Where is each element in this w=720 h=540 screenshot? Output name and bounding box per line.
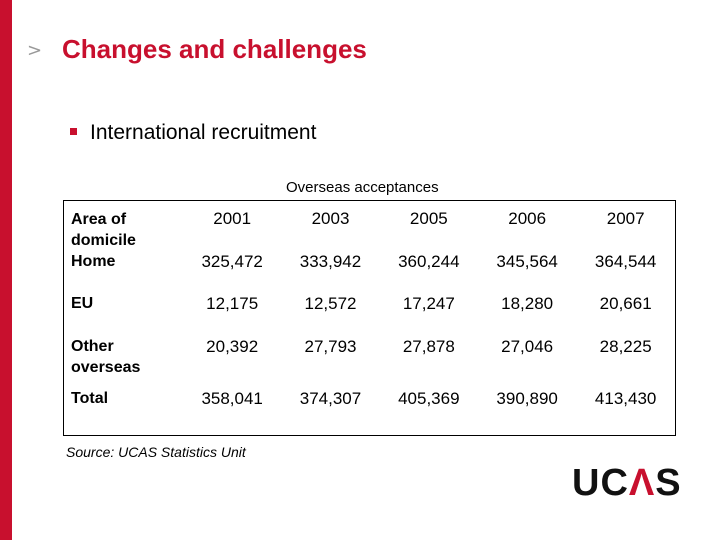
table-cell: 358,041 <box>201 389 263 408</box>
table-cell: 413,430 <box>594 389 657 408</box>
table-cell: 374,307 <box>299 389 362 408</box>
row-label: EU <box>71 295 94 312</box>
table-cell: 345,564 <box>496 252 558 271</box>
table-row <box>64 251 676 293</box>
area-of-domicile-header: Area of domicile <box>71 211 136 249</box>
source-note: Source: UCAS Statistics Unit <box>66 444 246 460</box>
year-header: 2001 <box>213 209 252 228</box>
table-cell: 20,661 <box>599 294 652 313</box>
table-cell: 28,225 <box>599 337 652 356</box>
table-cell: 12,175 <box>206 294 259 313</box>
table-row <box>64 293 676 336</box>
overseas-acceptances-table <box>63 200 676 436</box>
year-header: 2006 <box>508 209 547 228</box>
table-header-row <box>64 201 676 252</box>
logo-text-right: S <box>655 462 682 504</box>
year-header: 2003 <box>311 209 350 228</box>
table-caption: Overseas acceptances <box>286 179 439 196</box>
chevron-icon: > <box>27 40 43 61</box>
table-cell: 18,280 <box>501 294 554 313</box>
table-row <box>64 388 676 435</box>
table-cell: 405,369 <box>398 389 460 408</box>
table-cell: 17,247 <box>402 294 455 313</box>
year-header: 2005 <box>409 209 448 228</box>
table-cell: 390,890 <box>496 389 558 408</box>
table-cell: 12,572 <box>304 294 357 313</box>
table-cell: 27,878 <box>402 337 455 356</box>
logo-text-mid: Λ <box>628 462 656 504</box>
square-bullet-icon <box>70 128 77 135</box>
table-cell: 325,472 <box>201 252 263 271</box>
table-cell: 333,942 <box>299 252 362 271</box>
left-accent-bar <box>0 0 12 540</box>
table-cell: 20,392 <box>206 337 259 356</box>
row-label: Total <box>71 390 109 407</box>
ucas-logo <box>572 462 682 505</box>
row-label: Other overseas <box>71 338 141 376</box>
table-cell: 27,046 <box>501 337 554 356</box>
slide-title: Changes and challenges <box>62 34 367 64</box>
table-cell: 27,793 <box>304 337 357 356</box>
table-row <box>64 336 676 388</box>
bullet-item <box>70 121 316 145</box>
row-label: Home <box>71 253 116 270</box>
bullet-text: International recruitment <box>90 121 317 144</box>
table-cell: 364,544 <box>594 252 657 271</box>
logo-text-left: UC <box>572 462 629 504</box>
year-header: 2007 <box>606 209 645 228</box>
table-cell: 360,244 <box>398 252 460 271</box>
